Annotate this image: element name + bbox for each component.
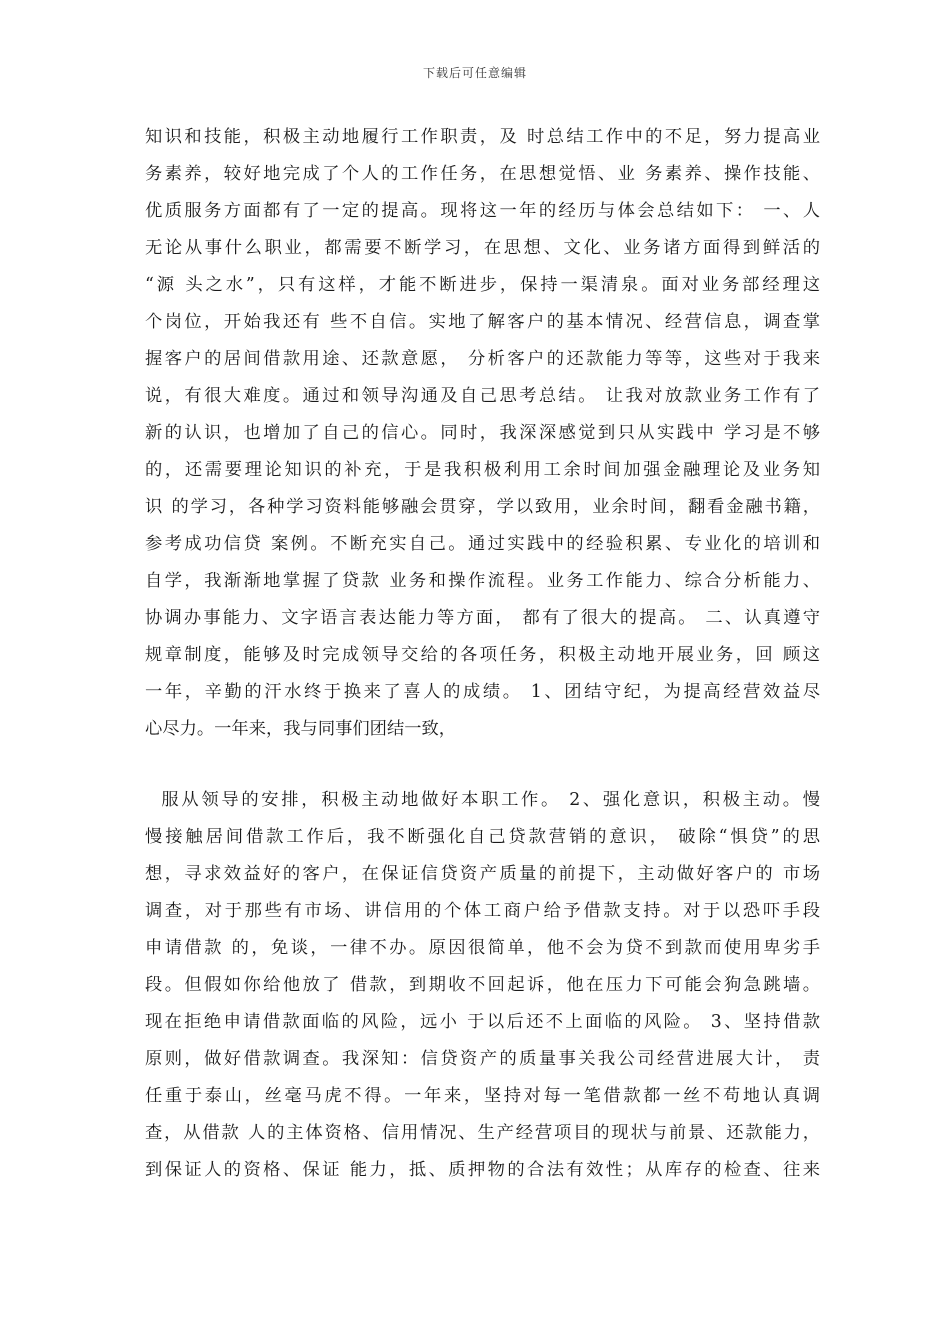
text-line: 知识和技能，积极主动地履行工作职责，及 时总结工作中的不足，努力提高业 [145, 127, 820, 147]
text-line: 心尽力。一年来，我与同事们团结一致， [145, 719, 457, 739]
text-line: 无论从事什么职业，都需要不断学习，在思想、文化、业务诸方面得到鲜活的 [145, 238, 820, 258]
text-line: 申请借款 的，免谈，一律不办。原因很简单，他不会为贷不到款而使用卑劣手 [145, 938, 820, 958]
text-line: 优质服务方面都有了一定的提高。现将这一年的经历与体会总结如下： 一、人 [145, 201, 820, 221]
text-line: 新的认识，也增加了自己的信心。同时，我深深感觉到只从实践中 学习是不够 [145, 423, 820, 443]
paragraph-gap [145, 748, 820, 782]
document-body [145, 119, 820, 1189]
text-line: 个岗位，开始我还有 些不自信。实地了解客户的基本情况、经营信息，调查掌 [145, 312, 820, 332]
text-line: 务素养，较好地完成了个人的工作任务，在思想觉悟、业 务素养、操作技能、 [145, 164, 820, 184]
text-line: “源 头之水”，只有这样，才能不断进步，保持一渠清泉。面对业务部经理这 [145, 275, 820, 295]
text-line: 自学，我渐渐地掌握了贷款 业务和操作流程。业务工作能力、综合分析能力、 [145, 571, 820, 591]
text-line: 说，有很大难度。通过和领导沟通及自己思考总结。 让我对放款业务工作有了 [145, 386, 820, 406]
text-line: 段。但假如你给他放了 借款，到期收不回起诉，他在压力下可能会狗急跳墙。 [145, 975, 820, 995]
text-line: 协调办事能力、文字语言表达能力等方面， 都有了很大的提高。 二、认真遵守 [145, 608, 820, 628]
page-header: 下载后可任意编辑 [422, 66, 527, 80]
text-line: 一年，辛勤的汗水终于换来了喜人的成绩。 1、团结守纪，为提高经营效益尽 [145, 682, 820, 702]
text-line: 的，还需要理论知识的补充，于是我积极利用工余时间加强金融理论及业务知 [145, 460, 820, 480]
text-line: 握客户的居间借款用途、还款意愿， 分析客户的还款能力等等，这些对于我来 [145, 349, 820, 369]
text-line: 服从领导的安排，积极主动地做好本职工作。 2、强化意识，积极主动。慢 [145, 790, 820, 810]
paragraph-2 [145, 782, 820, 1189]
text-line: 参考成功信贷 案例。不断充实自己。通过实践中的经验积累、专业化的培训和 [145, 534, 820, 554]
text-line: 规章制度，能够及时完成领导交给的各项任务，积极主动地开展业务，回 顾这 [145, 645, 820, 665]
text-line: 慢接触居间借款工作后，我不断强化自己贷款营销的意识， 破除“惧贷”的思 [145, 827, 820, 847]
text-line: 调查，对于那些有市场、讲信用的个体工商户给予借款支持。对于以恐吓手段 [145, 901, 820, 921]
text-line: 现在拒绝申请借款面临的风险，远小 于以后还不上面临的风险。 3、坚持借款 [145, 1012, 820, 1032]
text-line: 到保证人的资格、保证 能力，抵、质押物的合法有效性；从库存的检查、往来 [145, 1160, 820, 1180]
text-line: 想，寻求效益好的客户，在保证信贷资产质量的前提下，主动做好客户的 市场 [145, 864, 820, 884]
text-line: 任重于泰山，丝毫马虎不得。一年来，坚持对每一笔借款都一丝不苟地认真调 [145, 1086, 820, 1106]
text-line: 查，从借款 人的主体资格、信用情况、生产经营项目的现状与前景、还款能力， [145, 1123, 820, 1143]
text-line: 识 的学习，各种学习资料能够融会贯穿，学以致用，业余时间，翻看金融书籍， [145, 497, 820, 517]
text-line: 原则，做好借款调查。我深知：信贷资产的质量事关我公司经营进展大计， 责 [145, 1049, 820, 1069]
paragraph-1 [145, 119, 820, 748]
